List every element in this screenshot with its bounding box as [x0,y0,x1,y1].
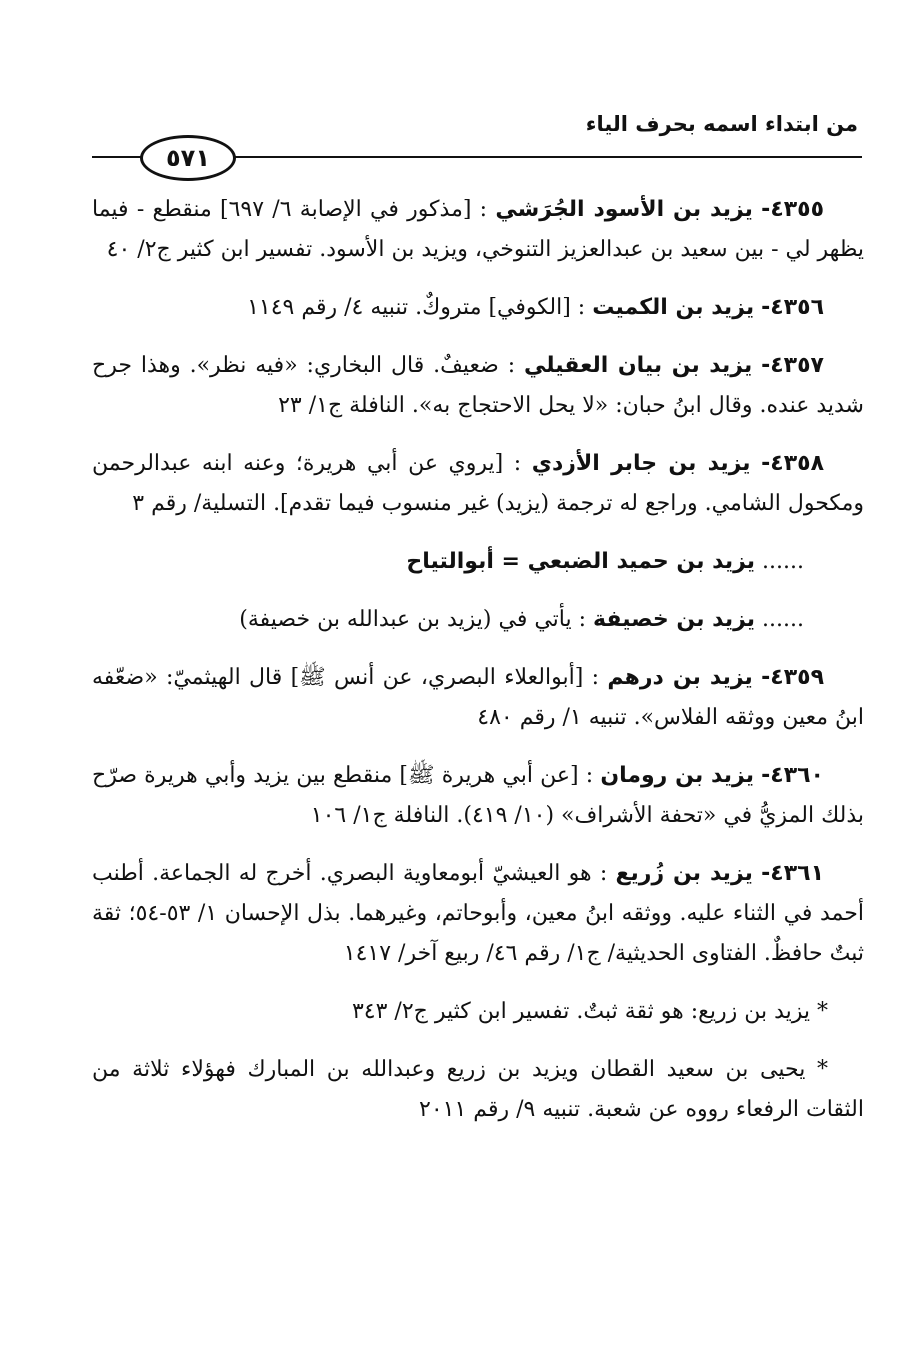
entry-name: يزيد بن بيان العقيلي [524,353,753,378]
entry [92,658,864,738]
cross-reference-entry [92,542,864,582]
entry [92,854,864,974]
entry [92,756,864,836]
entry-number: ٤٣٥٩- [761,665,825,690]
entry-name: يزيد بن رومان [600,763,754,788]
entry-number: ٤٣٥٦- [761,295,824,320]
entry-name: يزيد بن الأسود الجُرَشي [495,197,753,222]
body-text [92,190,864,1148]
cross-reference-entry [92,600,864,640]
entry [92,444,864,524]
running-head: من ابتداء اسمه بحرف الياء [585,112,858,136]
entry-number: ٤٣٦٠- [761,763,824,788]
entry-number: ٤٣٥٨- [761,451,825,476]
entry-text: : هو العيشيّ أبومعاوية البصري. أخرج له الجماعة. أطنب أحمد في الثناء عليه. ووثقه ابنُ معين، وأبوحاتم، وغيرهما. بذل الإحسان ١/ ٥٣-٥٤؛ ثقة ثبتٌ حافظٌ. الفتاوى الحديثية/ ج١/ رقم ٤٦/ ربيع آخر/ ١٤١٧ [92,861,864,966]
entry-text: : [أبوالعلاء البصري، عن أنس ﷺ] قال الهيثميّ: «ضعّفه ابنُ معين ووثقه الفلاس». تنبيه ١/ رقم ٤٨٠ [92,665,864,730]
entry [92,288,864,328]
entry-text: : [عن أبي هريرة ﷺ] منقطع بين يزيد وأبي هريرة صرّح بذلك المزيُّ في «تحفة الأشراف» (١٠/ ٤١٩). النافلة ج١/ ١٠٦ [92,763,864,828]
entry-text: : [الكوفي] متروكٌ. تنبيه ٤/ رقم ١١٤٩ [247,295,586,320]
entry-text: : [يروي عن أبي هريرة؛ وعنه ابنه عبدالرحمن ومكحول الشامي. وراجع له ترجمة (يزيد) غير منسوب فيما تقدم]. التسلية/ رقم ٣ [92,451,864,516]
entry-name: يزيد بن الكميت [592,295,755,320]
page-number: ٥٧١ [140,135,236,181]
entry-text: : يأتي في (يزيد بن عبدالله بن خصيفة) [239,607,587,632]
entry-name: يزيد بن درهم [607,665,753,690]
entry-text: : [مذكور في الإصابة ٦/ ٦٩٧] منقطع - فيما يظهر لي - بين سعيد بن عبدالعزيز التنوخي، ويزيد بن الأسود. تفسير ابن كثير ج٢/ ٤٠ [92,197,864,262]
entry-name: يزيد بن حميد الضبعي = أبوالتياح [406,549,756,574]
entry-dots: ...... [762,549,804,574]
entry-name: يزيد بن زُريع [615,861,753,886]
entry [92,346,864,426]
entry [92,190,864,270]
entry-name: يزيد بن خصيفة [593,607,756,632]
entry-dots: ...... [762,607,804,632]
footnote: * يحيى بن سعيد القطان ويزيد بن زريع وعبدالله بن المبارك فهؤلاء ثلاثة من الثقات الرفعاء رووه عن شعبة. تنبيه ٩/ رقم ٢٠١١ [92,1057,864,1122]
entry-number: ٤٣٥٧- [761,353,824,378]
footnote: * يزيد بن زريع: هو ثقة ثبتٌ. تفسير ابن كثير ج٢/ ٣٤٣ [351,999,828,1024]
entry-name: يزيد بن جابر الأزدي [531,451,751,476]
entry-number: ٤٣٥٥- [761,197,825,222]
entry-text: : ضعيفٌ. قال البخاري: «فيه نظر». وهذا جرح شديد عنده. وقال ابنُ حبان: «لا يحل الاحتجاج به». النافلة ج١/ ٢٣ [92,353,864,418]
entry-number: ٤٣٦١- [761,861,824,886]
